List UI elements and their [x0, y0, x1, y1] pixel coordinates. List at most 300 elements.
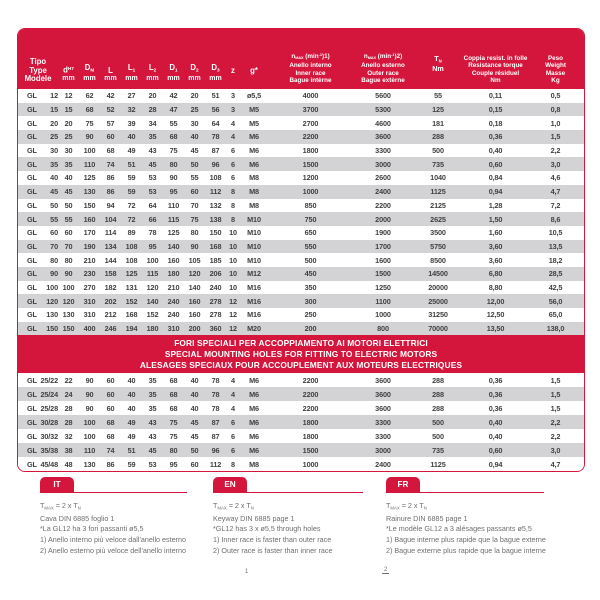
value-cell: M12: [247, 269, 261, 279]
value-cell: 10: [229, 241, 237, 251]
value-cell: 6: [231, 146, 235, 156]
value-cell: 47: [169, 105, 178, 115]
value-cell: 40: [190, 389, 199, 399]
value-cell: 288: [432, 389, 444, 399]
value-cell: 1,5: [550, 132, 561, 142]
value-cell: M6: [249, 146, 259, 156]
header-line: Anello interno: [289, 62, 332, 70]
value-cell: 130: [83, 459, 96, 469]
value-cell: 310: [167, 324, 180, 334]
footnotes-it: [40, 501, 187, 556]
value-cell: 130: [62, 310, 75, 320]
value-cell: 32: [127, 105, 136, 115]
value-cell: 2000: [375, 214, 391, 224]
value-cell: 75: [169, 431, 178, 441]
table-row-gl-25: [18, 130, 584, 144]
size-code: 25: [50, 132, 58, 142]
footnote-line: 2) Anello esterno più veloce dell'anello interno: [40, 545, 187, 555]
value-cell: 134: [104, 241, 117, 251]
header-symbol: $D_2$: [190, 63, 199, 73]
type-cell: [18, 256, 58, 265]
type-cell: [18, 105, 58, 114]
value-cell: 6: [231, 173, 235, 183]
value-cell: 3,0: [550, 445, 561, 455]
series-prefix: GL: [27, 417, 37, 427]
type-cell: [18, 228, 58, 237]
footnote-line: 2) Outer race is faster than inner race: [213, 545, 333, 555]
value-cell: 10: [229, 282, 237, 292]
value-cell: 110: [83, 445, 96, 455]
value-cell: 246: [104, 324, 117, 334]
type-cell: [18, 201, 58, 210]
size-code: 40: [50, 173, 58, 183]
value-cell: 3300: [375, 417, 391, 427]
column-header-d3: [205, 29, 226, 89]
value-cell: 100: [83, 417, 96, 427]
type-cell: [18, 446, 58, 455]
value-cell: 51: [127, 445, 136, 455]
value-cell: 3600: [375, 375, 391, 385]
value-cell: 1800: [302, 417, 319, 427]
value-cell: 45: [190, 431, 199, 441]
value-cell: 70000: [428, 324, 448, 334]
footnote-line: $T_{MAX} = 2$ x $T_N$: [40, 501, 81, 511]
value-cell: 12: [64, 91, 73, 101]
value-cell: 125: [83, 173, 96, 183]
value-cell: ø5,5: [246, 91, 261, 101]
value-cell: 12,50: [486, 310, 505, 320]
value-cell: 35: [148, 389, 157, 399]
column-header-tn: [413, 29, 463, 89]
value-cell: 110: [83, 159, 96, 169]
value-cell: 74: [106, 445, 115, 455]
series-prefix: GL: [27, 241, 37, 251]
value-cell: 240: [209, 282, 222, 292]
type-cell: [18, 187, 58, 196]
size-code: 30/32: [40, 431, 58, 441]
value-cell: 160: [83, 214, 96, 224]
header-unit: mm: [83, 75, 96, 83]
value-cell: 43: [148, 431, 157, 441]
value-cell: 40: [64, 173, 73, 183]
special-row-gl-30/28: [18, 415, 584, 429]
value-cell: 735: [432, 445, 444, 455]
value-cell: 66: [148, 214, 157, 224]
value-cell: 1100: [375, 296, 391, 306]
value-cell: 152: [125, 296, 138, 306]
value-cell: 400: [83, 324, 96, 334]
value-cell: 87: [211, 417, 220, 427]
value-cell: 180: [167, 269, 180, 279]
type-cell: [18, 283, 58, 292]
series-prefix: GL: [27, 445, 37, 455]
tab-fr: FR: [386, 477, 420, 492]
special-table-body: [18, 373, 584, 471]
header-line: Resistance torque: [468, 62, 523, 70]
value-cell: 8,80: [488, 282, 503, 292]
value-cell: 240: [167, 310, 180, 320]
value-cell: 125: [125, 269, 138, 279]
value-cell: 6: [231, 431, 235, 441]
value-cell: 87: [211, 146, 220, 156]
type-cell: [18, 146, 58, 155]
value-cell: 3600: [375, 403, 391, 413]
header-line: Nm: [490, 76, 501, 84]
table-row-gl-70: [18, 240, 584, 254]
value-cell: 168: [209, 241, 222, 251]
value-cell: 75: [85, 118, 94, 128]
value-cell: 100: [83, 431, 96, 441]
size-code: 15: [50, 105, 58, 115]
size-code: 60: [50, 228, 58, 238]
size-code: 45/48: [40, 459, 58, 469]
header-line: $n_{MAX}$ $(\min^{-1})1$): [291, 53, 330, 61]
value-cell: 190: [83, 241, 96, 251]
value-cell: M8: [249, 187, 259, 197]
series-prefix: GL: [27, 118, 37, 128]
special-row-gl-25/24: [18, 387, 584, 401]
footnote-block-it: [40, 474, 187, 556]
type-cell: [18, 173, 58, 182]
header-unit: mm: [104, 75, 117, 83]
value-cell: 35: [148, 403, 157, 413]
value-cell: 28: [64, 403, 73, 413]
divider: [40, 492, 187, 493]
value-cell: 51: [127, 159, 136, 169]
value-cell: 2200: [302, 132, 319, 142]
value-cell: 160: [167, 255, 180, 265]
value-cell: M5: [249, 118, 259, 128]
value-cell: 68: [169, 403, 178, 413]
value-cell: 120: [62, 296, 75, 306]
header-line: Anello esterno: [361, 62, 405, 70]
value-cell: 86: [106, 173, 115, 183]
size-code: 25/28: [40, 403, 58, 413]
table-row-gl-100: [18, 281, 584, 295]
footnote-block-en: [213, 474, 363, 556]
value-cell: M10: [247, 255, 261, 265]
value-cell: 0,36: [488, 403, 503, 413]
value-cell: 90: [85, 375, 94, 385]
size-code: 35: [50, 159, 58, 169]
value-cell: 35: [64, 159, 73, 169]
value-cell: 40: [127, 375, 136, 385]
value-cell: M10: [247, 214, 261, 224]
value-cell: M10: [247, 228, 261, 238]
value-cell: 230: [83, 269, 96, 279]
value-cell: 1500: [375, 269, 391, 279]
series-prefix: GL: [27, 389, 37, 399]
value-cell: 4000: [302, 91, 319, 101]
value-cell: 2625: [430, 214, 446, 224]
header-unit: mm: [62, 75, 75, 83]
value-cell: 27: [127, 91, 136, 101]
value-cell: 4,6: [550, 173, 561, 183]
value-cell: 1600: [375, 255, 391, 265]
value-cell: 4,7: [550, 187, 561, 197]
value-cell: 125: [432, 105, 444, 115]
value-cell: 2200: [302, 389, 319, 399]
footnote-line: *La GL12 ha 3 fori passanti ø5,5: [40, 524, 144, 534]
value-cell: 350: [304, 282, 317, 292]
value-cell: 60: [106, 375, 115, 385]
value-cell: 140: [188, 282, 201, 292]
value-cell: 80: [190, 228, 199, 238]
value-cell: 138: [209, 214, 222, 224]
header-symbol: g*: [250, 65, 258, 75]
value-cell: 56,0: [548, 296, 563, 306]
value-cell: 90: [85, 389, 94, 399]
value-cell: 450: [304, 269, 317, 279]
value-cell: 0,84: [488, 173, 503, 183]
value-cell: 112: [209, 459, 222, 469]
header-line: Type: [29, 65, 47, 75]
value-cell: 12,00: [486, 296, 505, 306]
value-cell: 3: [231, 91, 235, 101]
value-cell: 200: [304, 324, 317, 334]
column-header-l1: [121, 29, 142, 89]
header-symbol: $D_3$: [211, 63, 220, 73]
type-cell: [18, 432, 58, 441]
value-cell: 13,5: [548, 241, 563, 251]
column-header-n2: [353, 29, 413, 89]
value-cell: 68: [169, 132, 178, 142]
value-cell: 5300: [375, 105, 391, 115]
special-row-gl-45/48: [18, 457, 584, 471]
value-cell: 32: [64, 431, 73, 441]
value-cell: 34: [148, 118, 157, 128]
column-header-g: [240, 29, 268, 89]
value-cell: 95: [148, 241, 157, 251]
header-line: Tipo: [29, 57, 47, 67]
value-cell: 3,60: [488, 241, 503, 251]
value-cell: 3300: [375, 431, 391, 441]
value-cell: 72: [127, 214, 136, 224]
value-cell: 1900: [375, 228, 391, 238]
value-cell: 3: [231, 105, 235, 115]
size-code: 25/24: [40, 389, 58, 399]
value-cell: M8: [249, 459, 259, 469]
value-cell: 1,5: [550, 375, 561, 385]
value-cell: 500: [432, 417, 444, 427]
value-cell: 105: [188, 255, 201, 265]
series-prefix: GL: [27, 459, 37, 469]
value-cell: 95: [169, 459, 178, 469]
value-cell: 38: [64, 445, 73, 455]
value-cell: 24: [64, 389, 73, 399]
value-cell: 59: [127, 459, 136, 469]
value-cell: M6: [249, 431, 259, 441]
footnote-block-fr: [386, 474, 544, 556]
value-cell: 168: [125, 310, 138, 320]
value-cell: 1,5: [550, 403, 561, 413]
value-cell: 57: [106, 118, 115, 128]
value-cell: 53: [148, 173, 157, 183]
type-cell: [18, 404, 58, 413]
series-prefix: GL: [27, 255, 37, 265]
value-cell: 70: [64, 241, 73, 251]
value-cell: 39: [127, 118, 136, 128]
value-cell: 0,40: [488, 417, 503, 427]
table-row-gl-120: [18, 294, 584, 308]
value-cell: 1125: [430, 187, 446, 197]
value-cell: 210: [167, 282, 180, 292]
footnotes-en: [213, 501, 363, 556]
table-header-row: [18, 29, 584, 89]
value-cell: 0,11: [488, 91, 503, 101]
value-cell: 1,60: [488, 228, 503, 238]
series-prefix: GL: [27, 214, 37, 224]
value-cell: 68: [169, 389, 178, 399]
value-cell: 90: [190, 241, 199, 251]
column-header-z: [226, 29, 240, 89]
value-cell: 20000: [428, 282, 448, 292]
value-cell: 0,36: [488, 389, 503, 399]
value-cell: 45: [190, 417, 199, 427]
value-cell: M16: [247, 310, 261, 320]
size-code: 80: [50, 255, 58, 265]
special-row-gl-30/32: [18, 429, 584, 443]
value-cell: M6: [249, 417, 259, 427]
size-code: 55: [50, 214, 58, 224]
value-cell: 18,2: [548, 255, 563, 265]
value-cell: 40: [127, 132, 136, 142]
value-cell: 3600: [375, 132, 391, 142]
type-cell: [18, 119, 58, 128]
value-cell: 55: [190, 173, 199, 183]
special-holes-banner: [18, 335, 584, 373]
value-cell: 30: [190, 118, 199, 128]
tab-it: IT: [40, 477, 74, 492]
value-cell: 80: [169, 159, 178, 169]
value-cell: 20: [190, 91, 199, 101]
value-cell: 10: [229, 255, 237, 265]
value-cell: 100: [83, 146, 96, 156]
value-cell: 1040: [430, 173, 446, 183]
value-cell: 89: [127, 228, 136, 238]
value-cell: 78: [148, 228, 157, 238]
footnotes-fr: [386, 501, 544, 556]
series-prefix: GL: [27, 146, 37, 156]
value-cell: 22: [64, 375, 73, 385]
value-cell: 52: [106, 105, 115, 115]
value-cell: 60: [190, 459, 199, 469]
header-symbol: $d^{H7}$: [63, 65, 74, 75]
value-cell: 182: [104, 282, 117, 292]
value-cell: 100: [62, 282, 75, 292]
value-cell: 55: [434, 91, 442, 101]
table-row-gl-40: [18, 171, 584, 185]
column-header-peso: [528, 29, 583, 89]
value-cell: 108: [125, 241, 138, 251]
value-cell: 12: [229, 296, 237, 306]
value-cell: 86: [106, 187, 115, 197]
value-cell: 181: [432, 118, 444, 128]
value-cell: 50: [64, 200, 73, 210]
value-cell: 40: [127, 389, 136, 399]
value-cell: 2200: [302, 403, 319, 413]
value-cell: 288: [432, 132, 444, 142]
value-cell: 0,5: [550, 91, 561, 101]
value-cell: 45: [148, 445, 157, 455]
header-unit: mm: [146, 75, 159, 83]
value-cell: 140: [167, 241, 180, 251]
value-cell: 78: [211, 375, 220, 385]
value-cell: 194: [125, 324, 138, 334]
value-cell: 0,18: [488, 118, 503, 128]
type-cell: [18, 418, 58, 427]
series-prefix: GL: [27, 187, 37, 197]
value-cell: 4: [231, 403, 235, 413]
value-cell: 300: [304, 296, 317, 306]
page-footnote-marker-2: 2: [384, 567, 388, 573]
value-cell: 6: [231, 159, 235, 169]
value-cell: 51: [211, 91, 220, 101]
type-cell: [18, 215, 58, 224]
value-cell: 40: [127, 403, 136, 413]
value-cell: 45: [148, 159, 157, 169]
series-prefix: GL: [27, 324, 37, 334]
value-cell: 1500: [302, 445, 319, 455]
value-cell: M6: [249, 445, 259, 455]
column-header-dm: [79, 29, 100, 89]
value-cell: M6: [249, 403, 259, 413]
value-cell: 70: [190, 200, 199, 210]
type-cell: [18, 310, 58, 319]
value-cell: 3,0: [550, 159, 561, 169]
value-cell: 1000: [302, 187, 319, 197]
header-line: Modele: [24, 74, 52, 84]
value-cell: 80: [169, 445, 178, 455]
value-cell: 2,2: [550, 417, 561, 427]
value-cell: 49: [127, 431, 136, 441]
value-cell: 90: [85, 132, 94, 142]
value-cell: 90: [85, 403, 94, 413]
value-cell: 60: [106, 403, 115, 413]
footnote-line: 1) Inner race is faster than outer race: [213, 535, 332, 545]
value-cell: 20: [64, 118, 73, 128]
value-cell: 150: [62, 324, 75, 334]
value-cell: M6: [249, 159, 259, 169]
value-cell: 53: [148, 459, 157, 469]
value-cell: 202: [104, 296, 117, 306]
value-cell: 6: [231, 445, 235, 455]
table-row-gl-80: [18, 253, 584, 267]
value-cell: 75: [190, 214, 199, 224]
size-code: 12: [50, 91, 58, 101]
value-cell: 35: [148, 375, 157, 385]
value-cell: 78: [211, 389, 220, 399]
column-header-d1: [163, 29, 184, 89]
value-cell: 180: [146, 324, 159, 334]
value-cell: 87: [211, 431, 220, 441]
value-cell: 55: [169, 118, 178, 128]
table-row-gl-20: [18, 116, 584, 130]
value-cell: 56: [211, 105, 220, 115]
value-cell: 0,36: [488, 375, 503, 385]
value-cell: 59: [127, 173, 136, 183]
value-cell: 80: [64, 255, 73, 265]
value-cell: 138,0: [546, 324, 565, 334]
header-symbol: $D_1$: [169, 63, 178, 73]
value-cell: 25: [190, 105, 199, 115]
value-cell: 8: [231, 214, 235, 224]
value-cell: 8: [231, 459, 235, 469]
value-cell: 152: [146, 310, 159, 320]
value-cell: 3500: [430, 228, 446, 238]
size-code: 20: [50, 118, 58, 128]
value-cell: 30: [64, 146, 73, 156]
